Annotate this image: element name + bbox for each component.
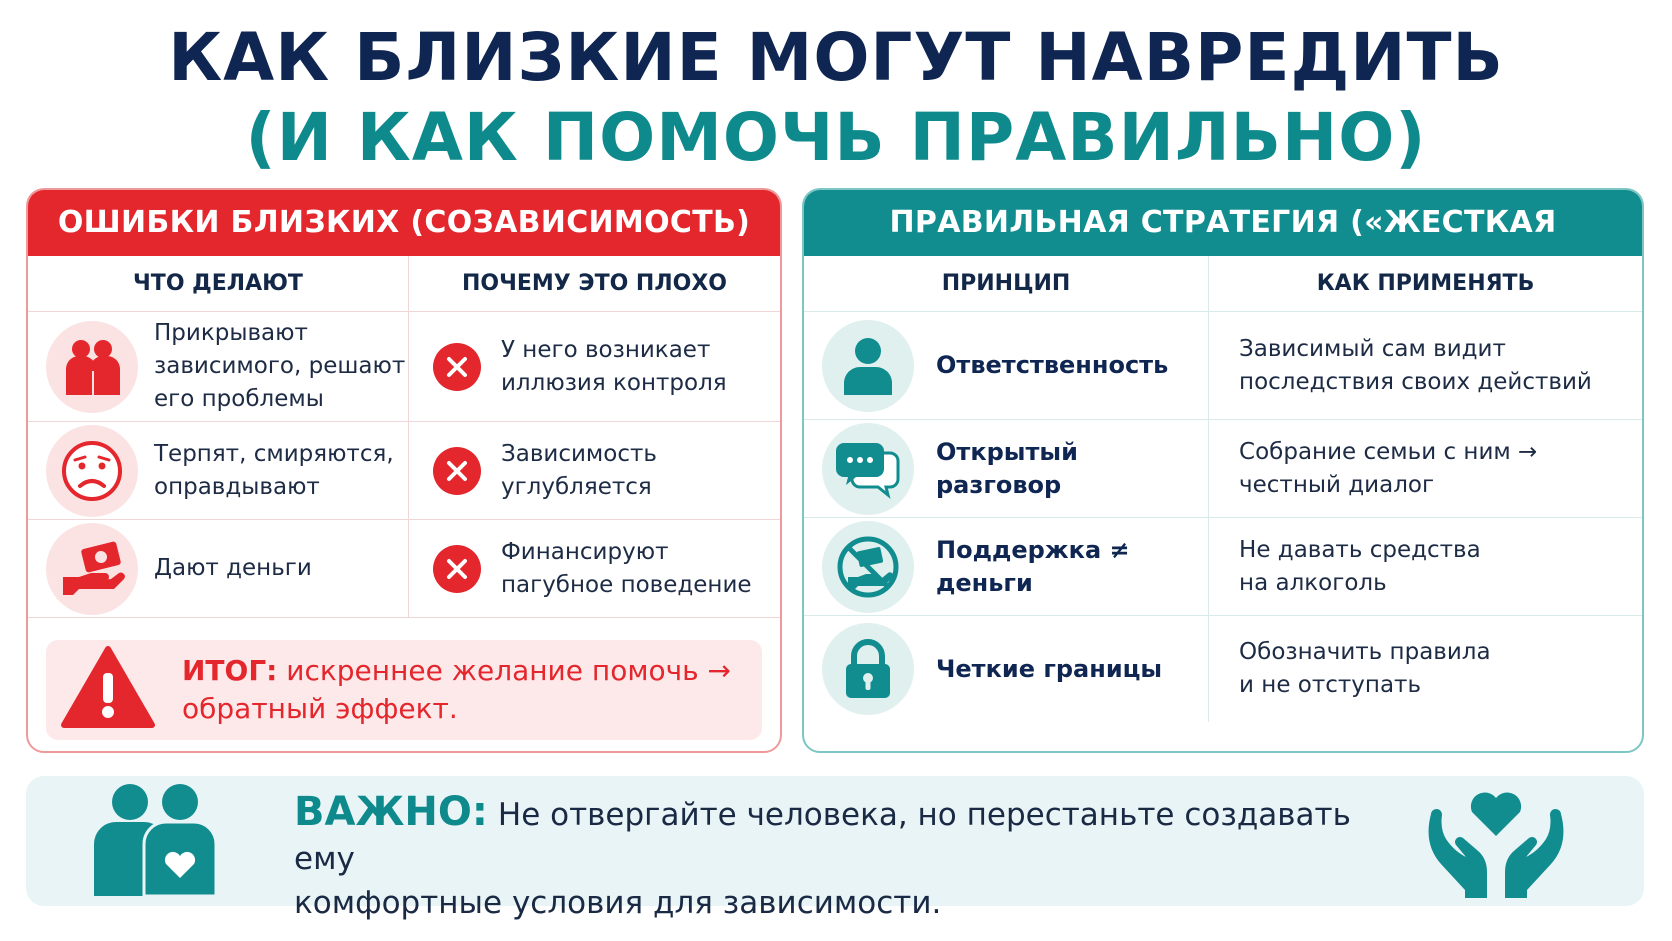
chat-icon (822, 423, 914, 515)
how-text-line: честный диалог (1239, 471, 1435, 498)
strategy-panel (802, 188, 1644, 753)
reason-text-line: углубляется (500, 473, 652, 500)
principle-label: Ответственность (936, 351, 1169, 379)
how-text-line: Не давать средства (1239, 536, 1481, 563)
page-title-line-2: (И КАК ПОМОЧЬ ПРАВИЛЬНО) (245, 99, 1427, 176)
important-banner (26, 776, 1644, 921)
how-text-line: на алкоголь (1239, 569, 1387, 596)
sad-face-icon (46, 425, 138, 517)
how-text-line: Собрание семьи с ним → (1239, 438, 1538, 465)
summary-label: ИТОГ: (182, 654, 278, 687)
hands-heart-icon (1421, 784, 1571, 904)
principle-label: Четкие границы (936, 654, 1163, 683)
summary-box (46, 640, 762, 740)
strategy-row (804, 518, 1642, 616)
mistake-text-line: Дают деньги (154, 555, 312, 581)
reason-text-line: Зависимость (500, 440, 657, 467)
cross-icon (433, 447, 481, 495)
lock-icon (822, 623, 914, 715)
warning-icon (60, 645, 156, 735)
column-what-they-do: ЧТО ДЕЛАЮТ (28, 256, 409, 311)
cross-icon (433, 343, 481, 391)
strategy-row (804, 420, 1642, 518)
strategy-column-headers (804, 256, 1642, 312)
money-hand-icon (46, 523, 138, 615)
mistake-row (28, 422, 780, 520)
page-title-line-1: КАК БЛИЗКИЕ МОГУТ НАВРЕДИТЬ (168, 19, 1504, 96)
column-principle: ПРИНЦИП (804, 256, 1209, 311)
strategy-panel-header: ПРАВИЛЬНАЯ СТРАТЕГИЯ («ЖЕСТКАЯ ЛЮБОВЬ») (804, 190, 1642, 256)
people-heart-icon (90, 782, 220, 902)
strategy-row (804, 616, 1642, 722)
principle-label: Поддержка ≠ деньги (936, 535, 1130, 597)
reason-text-line: пагубное поведение (500, 571, 752, 598)
mistakes-panel (26, 188, 782, 753)
how-text-line: последствия своих действий (1239, 368, 1592, 395)
mistake-text-line: Прикрывают (154, 320, 308, 346)
mistake-text-line: оправдывают (154, 473, 320, 500)
column-why-bad: ПОЧЕМУ ЭТО ПЛОХО (461, 271, 727, 296)
mistakes-column-headers (28, 256, 780, 312)
important-label: ВАЖНО: (294, 789, 488, 835)
person-icon (822, 320, 914, 412)
important-text-line: комфортные условия для зависимости. (294, 885, 942, 921)
important-text-line: Не отвергайте человека, но перестаньте создавать ему (294, 797, 1351, 877)
how-text-line: и не отступать (1239, 672, 1421, 698)
summary-text-line: обратный эффект. (182, 692, 458, 725)
how-text-line: Зависимый сам видит (1239, 335, 1506, 362)
reason-text-line: У него возникает (500, 336, 711, 363)
mistake-text-line: зависимого, решают (154, 353, 406, 379)
mistake-text-line: Терпят, смиряются, (154, 440, 394, 467)
mistake-text-line: его проблемы (154, 386, 324, 412)
people-icon (46, 321, 138, 413)
principle-label: Открытый разговор (936, 437, 1078, 499)
cross-icon (433, 545, 481, 593)
how-text-line: Обозначить правила (1239, 639, 1491, 665)
mistakes-panel-header: ОШИБКИ БЛИЗКИХ (СОЗАВИСИМОСТЬ) (28, 190, 780, 256)
reason-text-line: иллюзия контроля (500, 369, 727, 396)
reason-text-line: Финансируют (500, 538, 669, 565)
summary-text-line: искреннее желание помочь → (277, 654, 731, 687)
mistake-row (28, 312, 780, 422)
strategy-row (804, 312, 1642, 420)
column-how-to-apply: КАК ПРИМЕНЯТЬ (1316, 271, 1535, 296)
mistake-row (28, 520, 780, 618)
no-money-icon (822, 521, 914, 613)
